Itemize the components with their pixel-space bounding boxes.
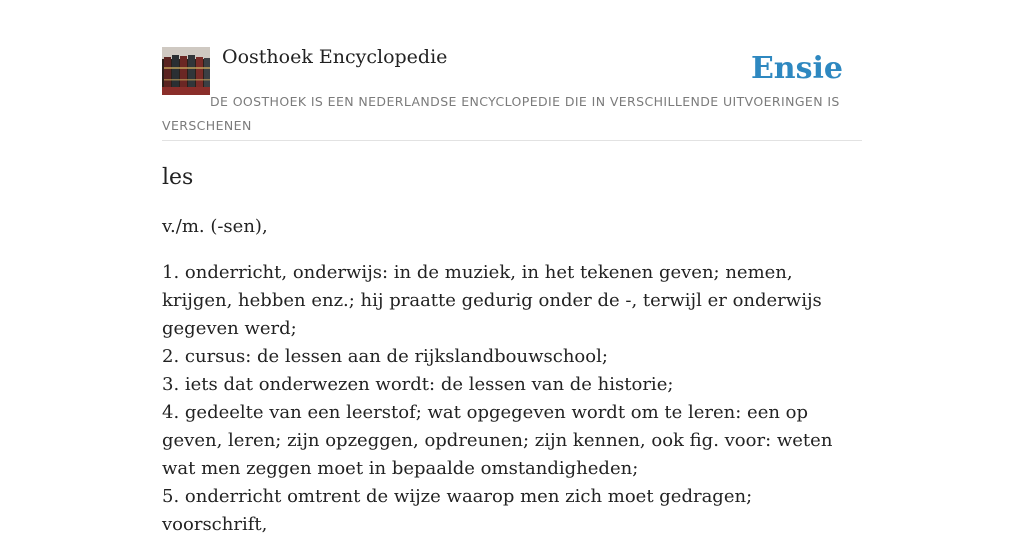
definition-item: 5. onderricht omtrent de wijze waarop men zich moet gedragen; voorschrift, bbox=[162, 486, 753, 535]
brand-logo-link[interactable]: Ensie bbox=[750, 51, 843, 86]
definition-list bbox=[162, 259, 862, 539]
avatar[interactable] bbox=[162, 47, 210, 95]
definition-item: 4. gedeelte van een leerstof; wat opgegeven wordt om te leren: een op geven, leren; zijn opzeggen, opdreunen; zijn kennen, ook fig. voor: weten wat men zeggen moet in bepaalde omstandigheden; bbox=[162, 402, 833, 479]
definition-item: 3. iets dat onderwezen wordt: de lessen van de historie; bbox=[162, 374, 674, 395]
definition-item: 2. cursus: de lessen aan de rijkslandbouwschool; bbox=[162, 346, 608, 367]
entry-grammar: v./m. (-sen), bbox=[162, 216, 268, 237]
site-tagline: DE OOSTHOEK IS EEN NEDERLANDSE ENCYCLOPEDIE DIE IN VERSCHILLENDE UITVOERINGEN IS VERSCHENEN bbox=[162, 94, 840, 133]
entry-content bbox=[162, 160, 862, 539]
definition-item: 1. onderricht, onderwijs: in de muziek, in het tekenen geven; nemen, krijgen, hebben enz.; hij praatte gedurig onder de -, terwijl er onderwijs gegeven werd; bbox=[162, 262, 822, 339]
site-header bbox=[162, 0, 862, 141]
book-spines-icon bbox=[162, 47, 210, 95]
site-title[interactable]: Oosthoek Encyclopedie bbox=[222, 46, 448, 68]
entry-title: les bbox=[162, 165, 194, 190]
